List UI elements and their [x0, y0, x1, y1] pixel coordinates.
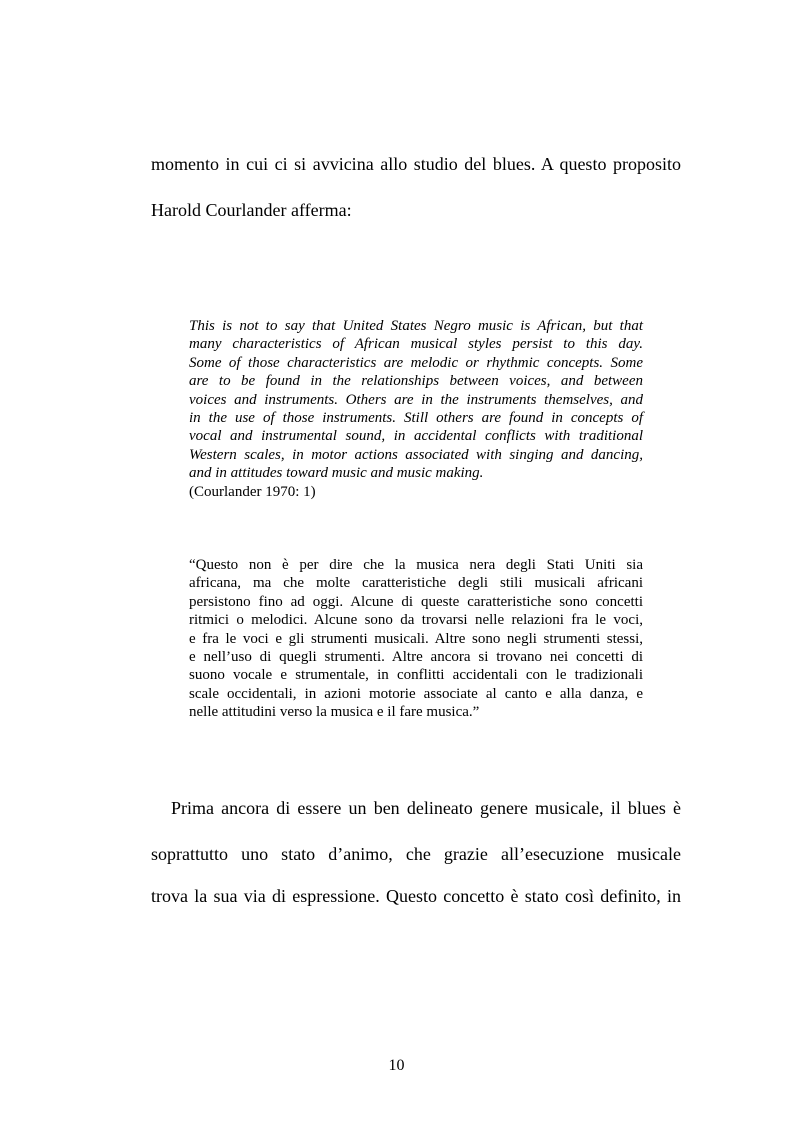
quote-line: are to be found in the relationships between voices, and between [189, 373, 643, 390]
page-number: 10 [388, 1057, 405, 1074]
quote-line: ritmici o melodici. Alcune sono da trovarsi nelle relazioni fra le voci, [189, 612, 643, 629]
quote-line: africana, ma che molte caratteristiche degli stili musicali africani [189, 575, 643, 592]
english-blockquote [189, 317, 643, 501]
quote-line: nelle attitudini verso la musica e il fare musica.” [189, 704, 480, 721]
quote-line: “Questo non è per dire che la musica nera degli Stati Uniti sia [189, 557, 643, 573]
quote-line: voices and instruments. Others are in the instruments themselves, and [189, 391, 643, 408]
quote-line: vocal and instrumental sound, in accidental conflicts with traditional [189, 428, 643, 445]
quote-line: persistono fino ad oggi. Alcune di queste caratteristiche sono concetti [189, 593, 643, 610]
body-text-line: soprattutto uno stato d’animo, che grazie all’esecuzione musicale [151, 844, 681, 864]
body-text-line: Prima ancora di essere un ben delineato genere musicale, il blues è [171, 798, 681, 818]
quote-line: and in attitudes toward music and music making. [189, 465, 484, 482]
body-text-line: trova la sua via di espressione. Questo concetto è stato così definito, in [151, 886, 681, 906]
quote-line: This is not to say that United States Negro music is African, but that [189, 318, 643, 334]
quote-line: e nell’uso di quegli strumenti. Altre ancora si trovano nei concetti di [189, 649, 643, 666]
body-text-line: momento in cui ci si avvicina allo studio del blues. A questo proposito [151, 154, 681, 174]
quote-citation: (Courlander 1970: 1) [189, 483, 316, 500]
quote-line: in the use of those instruments. Still others are found in concepts of [189, 410, 643, 427]
quote-line: e fra le voci e gli strumenti musicali. Altre sono negli strumenti stessi, [189, 630, 643, 647]
quote-line: many characteristics of African musical styles persist to this day. [189, 336, 643, 353]
italian-translation-blockquote [189, 556, 643, 722]
quote-line: suono vocale e strumentale, in conflitti accidentali con le tradizionali [189, 667, 643, 684]
quote-line: scale occidentali, in azioni motorie associate al canto e alla danza, e [189, 685, 643, 702]
quote-line: Western scales, in motor actions associated with singing and dancing, [189, 446, 643, 463]
body-text-line: Harold Courlander afferma: [151, 200, 352, 220]
quote-line: Some of those characteristics are melodic or rhythmic concepts. Some [189, 354, 643, 371]
